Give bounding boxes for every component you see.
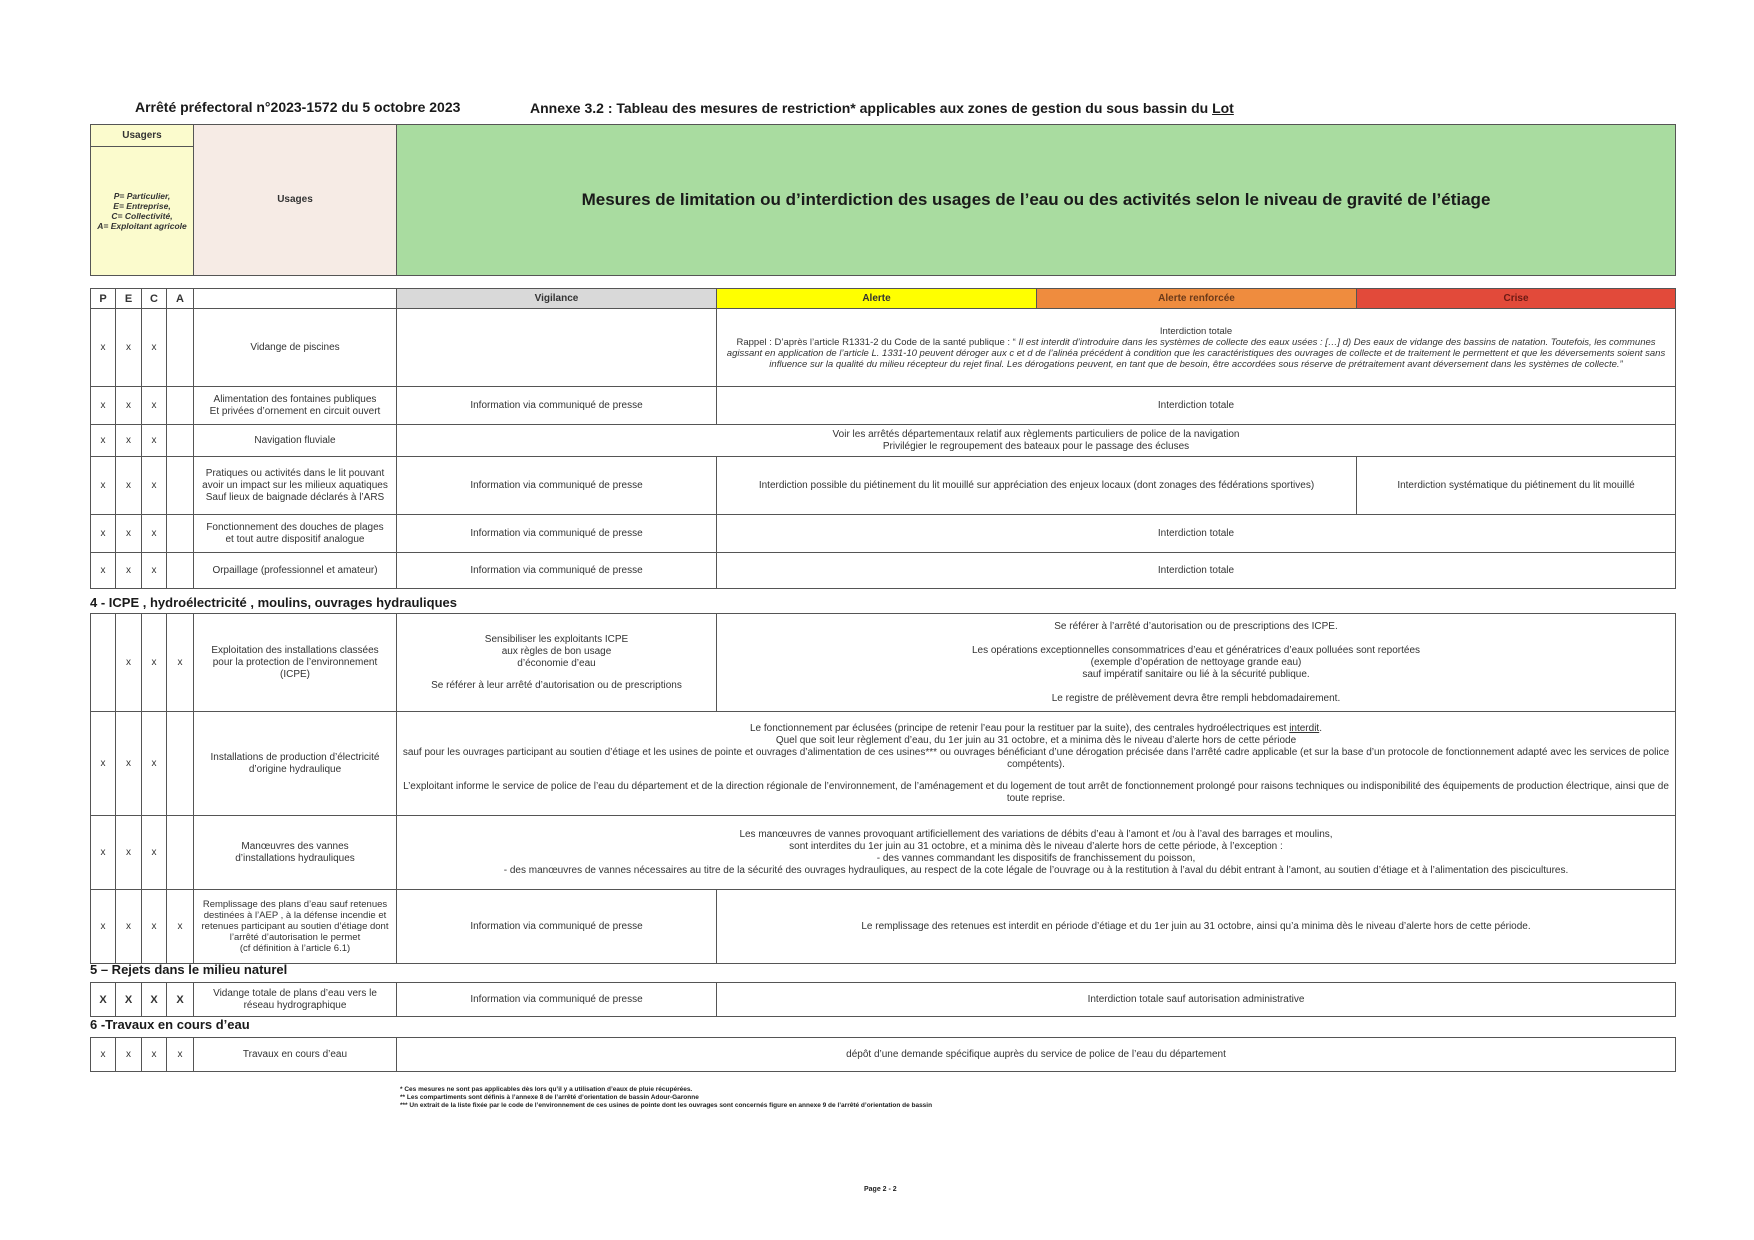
main-title: Mesures de limitation ou d’interdiction des usages de l’eau ou des activités selon le niveau de gravité de l’étiage [397,125,1676,276]
lit-l2: avoir un impact sur les milieux aquatiques [202,479,388,491]
mark-p: x [91,457,116,515]
usage-lit [194,457,397,515]
mark-e: x [116,309,142,387]
page-number: Page 2 - 2 [864,1186,897,1193]
icpe-m-l5: Le registre de prélèvement devra être rempli hebdomadairement. [1051,692,1341,704]
table-row [91,890,1676,964]
mark-e: X [116,983,142,1017]
icpe-m-l1: Se référer à l’arrêté d’autorisation ou de prescriptions des ICPE. [1054,620,1338,632]
table-row [91,553,1676,589]
mesure-vidange-pe: Interdiction totale sauf autorisation administrative [717,983,1676,1017]
icpe-vig-l2: aux règles de bon usage [501,645,612,657]
mark-p [91,614,116,712]
mark-c: x [142,425,167,457]
footnote-1: * Ces mesures ne sont pas applicables dès lors qu’il y a utilisation d’eaux de pluie récupérées. [400,1086,693,1093]
col-alerte: Alerte [717,289,1037,309]
mesure-travaux: dépôt d’une demande spécifique auprès du service de police de l’eau du département [397,1038,1676,1072]
mark-e: x [116,387,142,425]
mesure-vannes [397,816,1676,890]
mark-c: x [142,309,167,387]
mark-p: x [91,816,116,890]
hydro-m-l3: sauf pour les ouvrages participant au soutien d’étiage et les usines de pointe et ouvrages d’alimentation de ces usines*** ou ouvrages bénéficiant d’une dérogation précisée dans l’arrêté cadre applicable (et sur la base d’un protocole de fonctionnement adapté avec les services de police compétents). [402,746,1670,770]
mark-p: x [91,425,116,457]
piscines-rappel: Rappel : D’après l’article R1331-2 du Code de la santé publique : “ [736,336,1016,348]
col-c: C [142,289,167,309]
mark-e: x [116,890,142,964]
hydro-m-l1a: Le fonctionnement par éclusées (principe de retenir l’eau pour la restituer par la suite), des centrales hydroélectriques est [750,722,1290,734]
table-row [91,515,1676,553]
usage-plans [194,890,397,964]
legend-agricole: A= Exploitant agricole [97,221,187,231]
mark-c: x [142,387,167,425]
table-row [91,614,1676,712]
mark-p: x [91,712,116,816]
usage-fontaines [194,387,397,425]
mark-e: x [116,816,142,890]
table-row [91,1038,1676,1072]
mark-e: x [116,515,142,553]
usage-vidange-pe [194,983,397,1017]
icpe-vig-l4: Se référer à leur arrêté d’autorisation ou de prescriptions [431,679,682,691]
vannes-m-l1: Les manœuvres de vannes provoquant artificiellement des variations de débits d’eau à l’amont et /ou à l’aval des barrages et moulins, [739,828,1333,840]
mark-a [167,816,194,890]
mark-e: x [116,457,142,515]
mesure-orpaillage: Interdiction totale [717,553,1676,589]
navigation-l1: Voir les arrêtés départementaux relatif aux règlements particuliers de police de la navigation [832,428,1240,440]
footnote-2: ** Les compartiments sont définis à l’annexe 8 de l’arrêté d’orientation de bassin Adour-Garonne [400,1094,699,1101]
vannes-m-l4: - des manœuvres de vannes nécessaires au titre de la sécurité des ouvrages hydrauliques, au respect de la cote légale de l’ouvrage ou à la restitution à l’aval du débit entrant à l’amont, au soutien d’étiage et à l’alimentation des piscicultures. [503,864,1569,876]
col-crise: Crise [1357,289,1676,309]
vigilance-icpe [397,614,717,712]
legend-entreprise: E= Entreprise, [113,201,171,211]
vigilance-douches: Information via communiqué de presse [397,515,717,553]
vigilance-piscines [397,309,717,387]
icpe-l3: (ICPE) [280,668,310,680]
mesure-navigation [397,425,1676,457]
col-alerte-renforcee: Alerte renforcée [1037,289,1357,309]
section-6-title: 6 -Travaux en cours d’eau [90,1017,250,1032]
col-vigilance: Vigilance [397,289,717,309]
mark-e: x [116,425,142,457]
annexe-title-lot: Lot [1212,100,1234,116]
mark-c: x [142,890,167,964]
icpe-vig-l3: d’économie d’eau [517,657,596,669]
mark-a: x [167,1038,194,1072]
table-row [91,457,1676,515]
hydro-m-l1 [400,723,1672,735]
mark-a [167,553,194,589]
piscines-title: Interdiction totale [1159,325,1233,337]
vigilance-orpaillage: Information via communiqué de presse [397,553,717,589]
alerte-lit: Interdiction possible du piétinement du lit mouillé sur appréciation des enjeux locaux (dont zonages des fédérations sportives) [717,457,1357,515]
vannes-m-l2: sont interdites du 1er juin au 31 octobre, et a minima dès le niveau d’alerte hors de cette période, à l’exception : [789,840,1283,852]
measures-table-1 [90,288,1676,589]
usage-navigation: Navigation fluviale [194,425,397,457]
mark-e: x [116,712,142,816]
douches-l1: Fonctionnement des douches de plages [206,521,384,533]
col-a: A [167,289,194,309]
mesure-piscines [717,309,1676,387]
usagers-legend [91,147,194,276]
mark-c: x [142,712,167,816]
usage-travaux: Travaux en cours d’eau [194,1038,397,1072]
mark-p: x [91,309,116,387]
mark-c: x [142,515,167,553]
mark-p: x [91,1038,116,1072]
mark-p: x [91,890,116,964]
table-row [91,983,1676,1017]
vigilance-vidange-pe: Information via communiqué de presse [397,983,717,1017]
section-4-title: 4 - ICPE , hydroélectricité , moulins, ouvrages hydrauliques [90,595,457,610]
header-table [90,124,1676,276]
usage-icpe [194,614,397,712]
section-5-title: 5 – Rejets dans le milieu naturel [90,962,288,977]
mark-c: x [142,816,167,890]
measures-table-4 [90,613,1676,964]
vidange-pe-l1: Vidange totale de plans d’eau vers le [213,987,377,999]
fontaines-l1: Alimentation des fontaines publiques [213,393,377,405]
vannes-l2: d’installations hydrauliques [235,852,355,864]
lit-l3: Sauf lieux de baignade déclarés à l’ARS [205,491,385,503]
hydro-l1: Installations de production d’électricité [210,751,380,763]
mesure-douches: Interdiction totale [717,515,1676,553]
mark-a: X [167,983,194,1017]
vigilance-lit: Information via communiqué de presse [397,457,717,515]
col-usage-blank [194,289,397,309]
mark-e: x [116,614,142,712]
annexe-title-text: Annexe 3.2 : Tableau des mesures de restriction* applicables aux zones de gestion du sous bassin du [530,100,1213,116]
icpe-l1: Exploitation des installations classées [211,644,379,656]
mark-a [167,515,194,553]
mesure-hydro [397,712,1676,816]
table-row [91,309,1676,387]
mesure-plans: Le remplissage des retenues est interdit en période d’étiage et du 1er juin au 31 octobre, ainsi qu’a minima dès le niveau d’alerte hors de cette période. [717,890,1676,964]
mark-c: x [142,553,167,589]
vidange-pe-l2: réseau hydrographique [243,999,347,1011]
icpe-m-l4: sauf impératif sanitaire ou lié à la sécurité publique. [1082,668,1310,680]
mark-a [167,425,194,457]
mark-p: x [91,553,116,589]
footnote-3: *** Un extrait de la liste fixée par le code de l’environnement de ces usines de pointe dont les ouvrages sont concernés figure en annexe 9 de l’arrêté d’orientation de bassin [400,1102,933,1109]
usage-vannes [194,816,397,890]
col-p: P [91,289,116,309]
mark-a [167,309,194,387]
usagers-title: Usagers [91,125,194,147]
crise-lit: Interdiction systématique du piétinement du lit mouillé [1357,457,1676,515]
usage-orpaillage: Orpaillage (professionnel et amateur) [194,553,397,589]
legend-collectivite: C= Collectivité, [111,211,173,221]
vannes-m-l3: - des vannes commandant les dispositifs de franchissement du poisson, [876,852,1196,864]
plans-ref: (cf définition à l’article 6.1) [239,943,351,954]
vigilance-fontaines: Information via communiqué de presse [397,387,717,425]
mark-a: x [167,614,194,712]
usage-douches [194,515,397,553]
mark-p: x [91,515,116,553]
mark-a: x [167,890,194,964]
mark-e: x [116,1038,142,1072]
usage-hydro [194,712,397,816]
measures-table-6 [90,1037,1676,1072]
usages-title: Usages [194,125,397,276]
hydro-m-l1b: interdit [1289,722,1320,734]
mesure-fontaines: Interdiction totale [717,387,1676,425]
legend-particulier: P= Particulier, [113,191,171,201]
mark-c: x [142,457,167,515]
fontaines-l2: Et privées d’ornement en circuit ouvert [209,405,381,417]
vigilance-plans: Information via communiqué de presse [397,890,717,964]
mark-c: x [142,1038,167,1072]
table-row [91,425,1676,457]
plans-l1: Remplissage des plans d’eau sauf retenues destinées à l’AEP , à la défense incendie et retenues participant au soutien d’étiage dont l’arrêté d’autorisation le permet [201,899,389,943]
table-row [91,816,1676,890]
mark-e: x [116,553,142,589]
footnotes [400,1086,932,1110]
measures-table-5 [90,982,1676,1017]
mark-a [167,387,194,425]
mark-c: X [142,983,167,1017]
icpe-vig-l1: Sensibiliser les exploitants ICPE [484,633,629,645]
douches-l2: et tout autre dispositif analogue [225,533,365,545]
vannes-l1: Manœuvres des vannes [241,840,349,852]
usage-piscines: Vidange de piscines [194,309,397,387]
hydro-l2: d’origine hydraulique [248,763,342,775]
icpe-l2: pour la protection de l’environnement [212,656,378,668]
mark-p: x [91,387,116,425]
table-row [91,387,1676,425]
mark-p: X [91,983,116,1017]
col-e: E [116,289,142,309]
annexe-title [530,100,1234,116]
icpe-m-l2: Les opérations exceptionnelles consommatrices d’eau et génératrices d’eaux polluées sont reportées [971,644,1421,656]
mesure-icpe [717,614,1676,712]
icpe-m-l3: (exemple d’opération de nettoyage grande eau) [1090,656,1302,668]
mark-c: x [142,614,167,712]
piscines-citation: Il est interdit d’introduire dans les systèmes de collecte des eaux usées : […] d) Des eaux de vidange des bassins de natation. Toutefois, les communes agissant en application de l’article L. 1331-10 peuvent déroger aux c et d de l’alinéa précédent à condition que les caractéristiques des ouvrages de collecte et de traitement le permettent et que les déversements soient sans influence sur la qualité du milieu récepteur du rejet final. Les dérogations peuvent, en tant que de besoin, être accordées sous réserve de prétraitement avant déversement dans les systèmes de collecte.” [726,336,1666,370]
navigation-l2: Privilégier le regroupement des bateaux pour le passage des écluses [882,440,1190,452]
hydro-m-l4: L’exploitant informe le service de police de l’eau du département et de la direction régionale de l’environnement, de l’aménagement et du logement de tout arrêt de fonctionnement prolongé pour raisons techniques ou indisponibilité des équipements de production électrique, ainsi que de toute reprise. [403,780,1669,804]
lit-l1: Pratiques ou activités dans le lit pouvant [205,467,385,479]
hydro-m-l2: Quel que soit leur règlement d’eau, du 1er juin au 31 octobre, et a minima dès le niveau d’alerte hors de cette période [775,734,1297,746]
arrete-title: Arrêté préfectoral n°2023-1572 du 5 octobre 2023 [135,99,461,115]
mark-a [167,712,194,816]
hydro-m-l1c: . [1319,722,1322,734]
table-row [91,712,1676,816]
mark-a [167,457,194,515]
